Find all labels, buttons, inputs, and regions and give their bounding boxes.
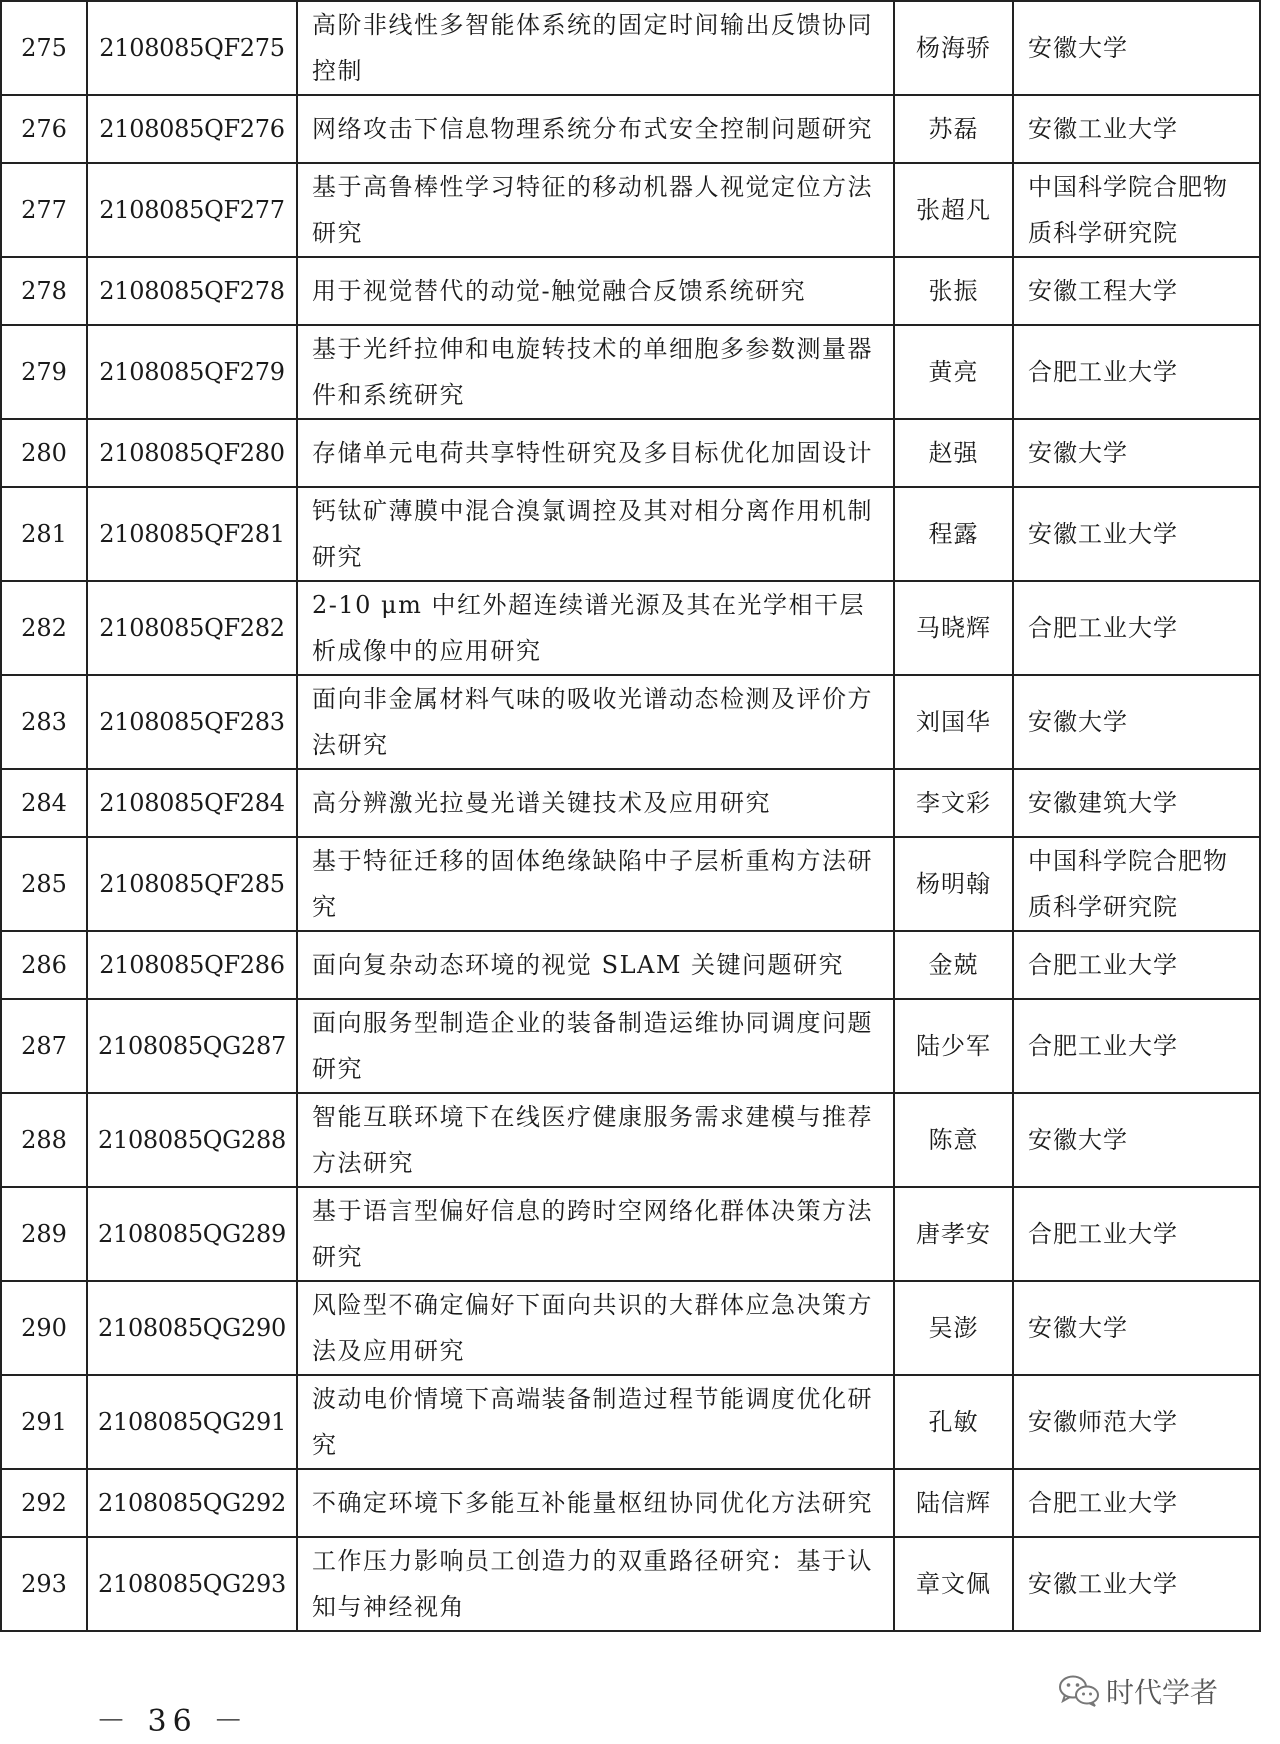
institution: 安徽大学: [1013, 675, 1260, 769]
project-code: 2108085QF278: [87, 257, 297, 325]
table-row: [1, 1, 1260, 95]
applicant-name: 章文佩: [894, 1537, 1013, 1631]
applicant-name: 张超凡: [894, 163, 1013, 257]
project-code: 2108085QF286: [87, 931, 297, 999]
institution: 安徽工业大学: [1013, 1537, 1260, 1631]
project-code: 2108085QF275: [87, 1, 297, 95]
institution: 合肥工业大学: [1013, 325, 1260, 419]
project-title: 基于高鲁棒性学习特征的移动机器人视觉定位方法研究: [297, 163, 894, 257]
table-row: [1, 675, 1260, 769]
project-title: 面向复杂动态环境的视觉 SLAM 关键问题研究: [297, 931, 894, 999]
institution: 安徽大学: [1013, 1093, 1260, 1187]
institution: 中国科学院合肥物质科学研究院: [1013, 163, 1260, 257]
table-row: [1, 325, 1260, 419]
applicant-name: 吴澎: [894, 1281, 1013, 1375]
project-title: 高阶非线性多智能体系统的固定时间输出反馈协同控制: [297, 1, 894, 95]
project-code: 2108085QF282: [87, 581, 297, 675]
table-row: [1, 1375, 1260, 1469]
row-number: 284: [1, 769, 87, 837]
project-code: 2108085QG292: [87, 1469, 297, 1537]
row-number: 282: [1, 581, 87, 675]
institution: 合肥工业大学: [1013, 581, 1260, 675]
applicant-name: 黄亮: [894, 325, 1013, 419]
applicant-name: 唐孝安: [894, 1187, 1013, 1281]
project-code: 2108085QG288: [87, 1093, 297, 1187]
wechat-icon: [1058, 1674, 1100, 1708]
institution: 安徽工程大学: [1013, 257, 1260, 325]
applicant-name: 马晓辉: [894, 581, 1013, 675]
table-row: [1, 581, 1260, 675]
project-title: 高分辨激光拉曼光谱关键技术及应用研究: [297, 769, 894, 837]
institution: 安徽大学: [1013, 1281, 1260, 1375]
applicant-name: 苏磊: [894, 95, 1013, 163]
applicant-name: 赵强: [894, 419, 1013, 487]
project-code: 2108085QF283: [87, 675, 297, 769]
applicant-name: 孔敏: [894, 1375, 1013, 1469]
institution: 安徽工业大学: [1013, 95, 1260, 163]
institution: 合肥工业大学: [1013, 999, 1260, 1093]
row-number: 292: [1, 1469, 87, 1537]
row-number: 288: [1, 1093, 87, 1187]
project-title: 风险型不确定偏好下面向共识的大群体应急决策方法及应用研究: [297, 1281, 894, 1375]
project-title: 面向非金属材料气味的吸收光谱动态检测及评价方法研究: [297, 675, 894, 769]
row-number: 289: [1, 1187, 87, 1281]
applicant-name: 杨明翰: [894, 837, 1013, 931]
institution: 中国科学院合肥物质科学研究院: [1013, 837, 1260, 931]
table-row: [1, 487, 1260, 581]
row-number: 293: [1, 1537, 87, 1631]
applicant-name: 陆信辉: [894, 1469, 1013, 1537]
project-code: 2108085QF284: [87, 769, 297, 837]
row-number: 286: [1, 931, 87, 999]
table-row: [1, 999, 1260, 1093]
applicant-name: 刘国华: [894, 675, 1013, 769]
project-title: 基于特征迁移的固体绝缘缺陷中子层析重构方法研究: [297, 837, 894, 931]
project-title: 工作压力影响员工创造力的双重路径研究：基于认知与神经视角: [297, 1537, 894, 1631]
institution: 合肥工业大学: [1013, 1469, 1260, 1537]
project-title: 用于视觉替代的动觉-触觉融合反馈系统研究: [297, 257, 894, 325]
institution: 安徽工业大学: [1013, 487, 1260, 581]
project-code: 2108085QG290: [87, 1281, 297, 1375]
applicant-name: 张振: [894, 257, 1013, 325]
project-code: 2108085QG293: [87, 1537, 297, 1631]
project-code: 2108085QG287: [87, 999, 297, 1093]
project-code: 2108085QG291: [87, 1375, 297, 1469]
institution: 安徽大学: [1013, 1, 1260, 95]
project-title: 智能互联环境下在线医疗健康服务需求建模与推荐方法研究: [297, 1093, 894, 1187]
applicant-name: 李文彩: [894, 769, 1013, 837]
table-row: [1, 163, 1260, 257]
institution: 合肥工业大学: [1013, 931, 1260, 999]
applicant-name: 金兢: [894, 931, 1013, 999]
project-title: 波动电价情境下高端装备制造过程节能调度优化研究: [297, 1375, 894, 1469]
project-code: 2108085QF281: [87, 487, 297, 581]
row-number: 278: [1, 257, 87, 325]
page-number: － 36 －: [96, 1704, 250, 1739]
project-title: 存储单元电荷共享特性研究及多目标优化加固设计: [297, 419, 894, 487]
watermark: [1058, 1671, 1218, 1711]
project-code: 2108085QF280: [87, 419, 297, 487]
row-number: 291: [1, 1375, 87, 1469]
project-title: 面向服务型制造企业的装备制造运维协同调度问题研究: [297, 999, 894, 1093]
project-code: 2108085QF279: [87, 325, 297, 419]
institution: 安徽大学: [1013, 419, 1260, 487]
table-row: [1, 419, 1260, 487]
applicant-name: 陆少军: [894, 999, 1013, 1093]
row-number: 280: [1, 419, 87, 487]
table-row: [1, 931, 1260, 999]
row-number: 277: [1, 163, 87, 257]
project-code: 2108085QF285: [87, 837, 297, 931]
row-number: 283: [1, 675, 87, 769]
table-row: [1, 1537, 1260, 1631]
table-row: [1, 1469, 1260, 1537]
table-row: [1, 1281, 1260, 1375]
table-row: [1, 1187, 1260, 1281]
applicant-name: 杨海骄: [894, 1, 1013, 95]
project-code: 2108085QF276: [87, 95, 297, 163]
applicant-name: 程露: [894, 487, 1013, 581]
row-number: 281: [1, 487, 87, 581]
project-title: 钙钛矿薄膜中混合溴氯调控及其对相分离作用机制研究: [297, 487, 894, 581]
row-number: 287: [1, 999, 87, 1093]
table-row: [1, 257, 1260, 325]
row-number: 279: [1, 325, 87, 419]
project-title: 网络攻击下信息物理系统分布式安全控制问题研究: [297, 95, 894, 163]
table-row: [1, 1093, 1260, 1187]
project-code: 2108085QG289: [87, 1187, 297, 1281]
project-title: 基于语言型偏好信息的跨时空网络化群体决策方法研究: [297, 1187, 894, 1281]
table-row: [1, 837, 1260, 931]
row-number: 275: [1, 1, 87, 95]
grant-list-body: [1, 1, 1260, 1631]
applicant-name: 陈意: [894, 1093, 1013, 1187]
row-number: 290: [1, 1281, 87, 1375]
row-number: 285: [1, 837, 87, 931]
institution: 安徽建筑大学: [1013, 769, 1260, 837]
watermark-text: 时代学者: [1106, 1676, 1219, 1709]
project-title: 2-10 μm 中红外超连续谱光源及其在光学相干层析成像中的应用研究: [297, 581, 894, 675]
project-title: 基于光纤拉伸和电旋转技术的单细胞多参数测量器件和系统研究: [297, 325, 894, 419]
project-title: 不确定环境下多能互补能量枢纽协同优化方法研究: [297, 1469, 894, 1537]
row-number: 276: [1, 95, 87, 163]
project-code: 2108085QF277: [87, 163, 297, 257]
table-row: [1, 769, 1260, 837]
institution: 安徽师范大学: [1013, 1375, 1260, 1469]
table-row: [1, 95, 1260, 163]
institution: 合肥工业大学: [1013, 1187, 1260, 1281]
